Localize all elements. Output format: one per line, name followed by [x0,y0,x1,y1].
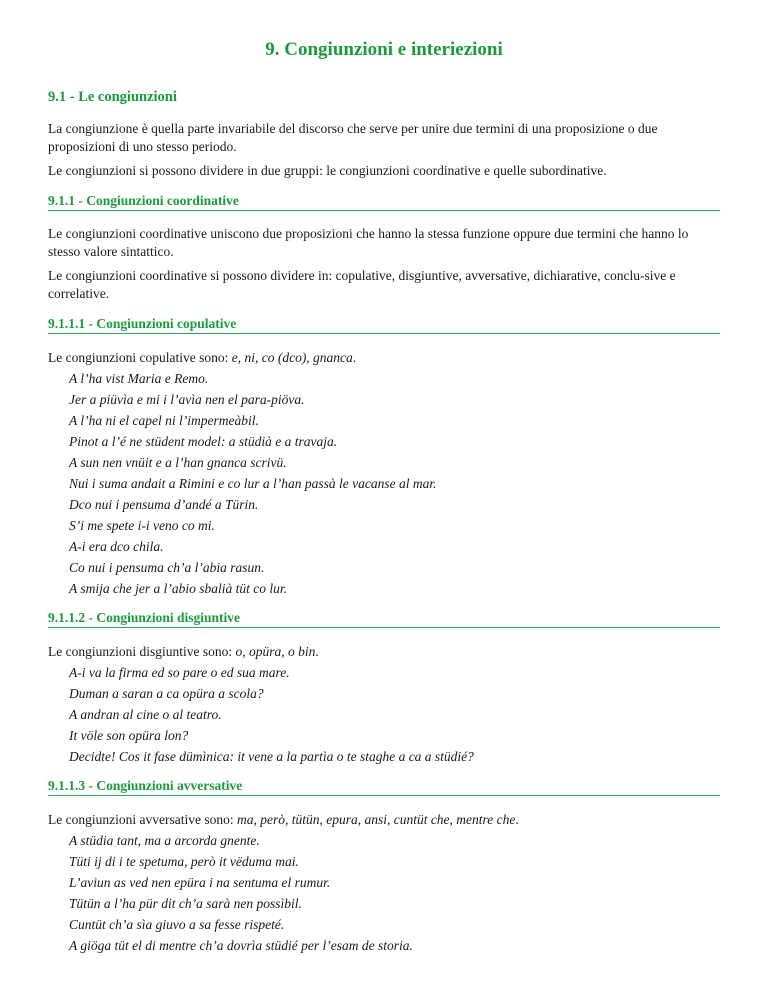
intro-end: . [352,350,357,365]
paragraph-definition: La congiunzione è quella parte invariabile del discorso che serve per unire due termini di una proposizione o due proposizioni di uno stesso periodo. [48,121,658,154]
example-line: Co nui i pensuma ch’a l’abia rasun. [69,560,265,575]
examples-copulative [48,368,720,599]
example-line: Dco nui i pensuma d’andé a Türin. [69,497,259,512]
paragraph-coordinative-types: Le congiunzioni coordinative si possono dividere in: copulative, disgiuntive, avversative, dichiarative, conclu-sive e correlative. [48,268,676,301]
intro-text: Le congiunzioni copulative sono: [48,350,232,365]
section-heading-9-1-1-3: 9.1.1.3 - Congiunzioni avversative [48,777,720,796]
example-line: Pinot a l’é ne stüdent model: a stüdià e a travaja. [69,434,338,449]
examples-adversative [48,830,720,956]
intro-list: o, opüra, o bin [235,644,316,659]
paragraph-groups: Le congiunzioni si possono dividere in due gruppi: le congiunzioni coordinative e quelle subordinative. [48,163,607,178]
example-line: A-i era dco chila. [69,539,164,554]
example-line: A andran al cine o al teatro. [69,707,222,722]
intro-text: Le congiunzioni avversative sono: [48,812,237,827]
example-line: Cuntüt ch’a sìa giuvo a sa fesse rispeté. [69,917,285,932]
intro-copulative [48,348,720,368]
chapter-title: 9. Congiunzioni e interiezioni [265,39,503,60]
example-line: Tüti ij di i te spetuma, però it vëduma mai. [69,854,299,869]
example-line: Tütün a l’ha pür dit ch’a sarà nen possìbil. [69,896,302,911]
example-line: L’aviun as ved nen epüra i na sentuma el rumur. [69,875,331,890]
paragraph-coordinative-def: Le congiunzioni coordinative uniscono due proposizioni che hanno la stessa funzione oppure due termini che hanno lo stesso valore sintattico. [48,226,689,259]
example-line: S’i me spete i-i veno co mi. [69,518,215,533]
section-heading-9-1: 9.1 - Le congiunzioni [48,89,177,105]
intro-list: e, ni, co (dco), gnanca [231,350,353,365]
example-line: A l’ha vist Maria e Remo. [69,371,209,386]
section-heading-9-1-1-1: 9.1.1.1 - Congiunzioni copulative [48,315,720,334]
example-line: It völe son opüra lon? [69,728,189,743]
section-heading-9-1-1: 9.1.1 - Congiunzioni coordinative [48,192,720,211]
intro-end: . [515,812,519,827]
example-line: Jer a piüvìa e mi i l’avìa nen el para-piöva. [69,392,305,407]
intro-end: . [315,644,319,659]
intro-disjunctive [48,642,720,662]
example-line: Nui i suma andait a Rimini e co lur a l’han passà le vacanse al mar. [69,476,437,491]
example-line: A-i va la firma ed so pare o ed sua mare. [69,665,290,680]
intro-text: Le congiunzioni disgiuntive sono: [48,644,236,659]
intro-list: ma, però, tütün, epura, ansi, cuntüt che, mentre che [236,812,516,827]
example-line: A sun nen vnüit e a l’han gnanca scrivü. [69,455,287,470]
examples-disjunctive [48,662,720,767]
section-heading-9-1-1-2: 9.1.1.2 - Congiunzioni disgiuntive [48,609,720,628]
intro-adversative [48,810,720,830]
example-line: A stüdia tant, ma a arcorda gnente. [69,833,260,848]
example-line: A l’ha ni el capel ni l’impermeàbil. [69,413,259,428]
example-line: Duman a saran a ca opüra a scola? [69,686,264,701]
example-line: A giöga tüt el di mentre ch’a dovrìa stüdié per l’esam de storia. [69,938,413,953]
example-line: A smija che jer a l’abio sbalià tüt co lur. [69,581,287,596]
example-line: Decidte! Cos it fase dümìnica: it vene a la partìa o te staghe a ca a stüdié? [69,749,474,764]
